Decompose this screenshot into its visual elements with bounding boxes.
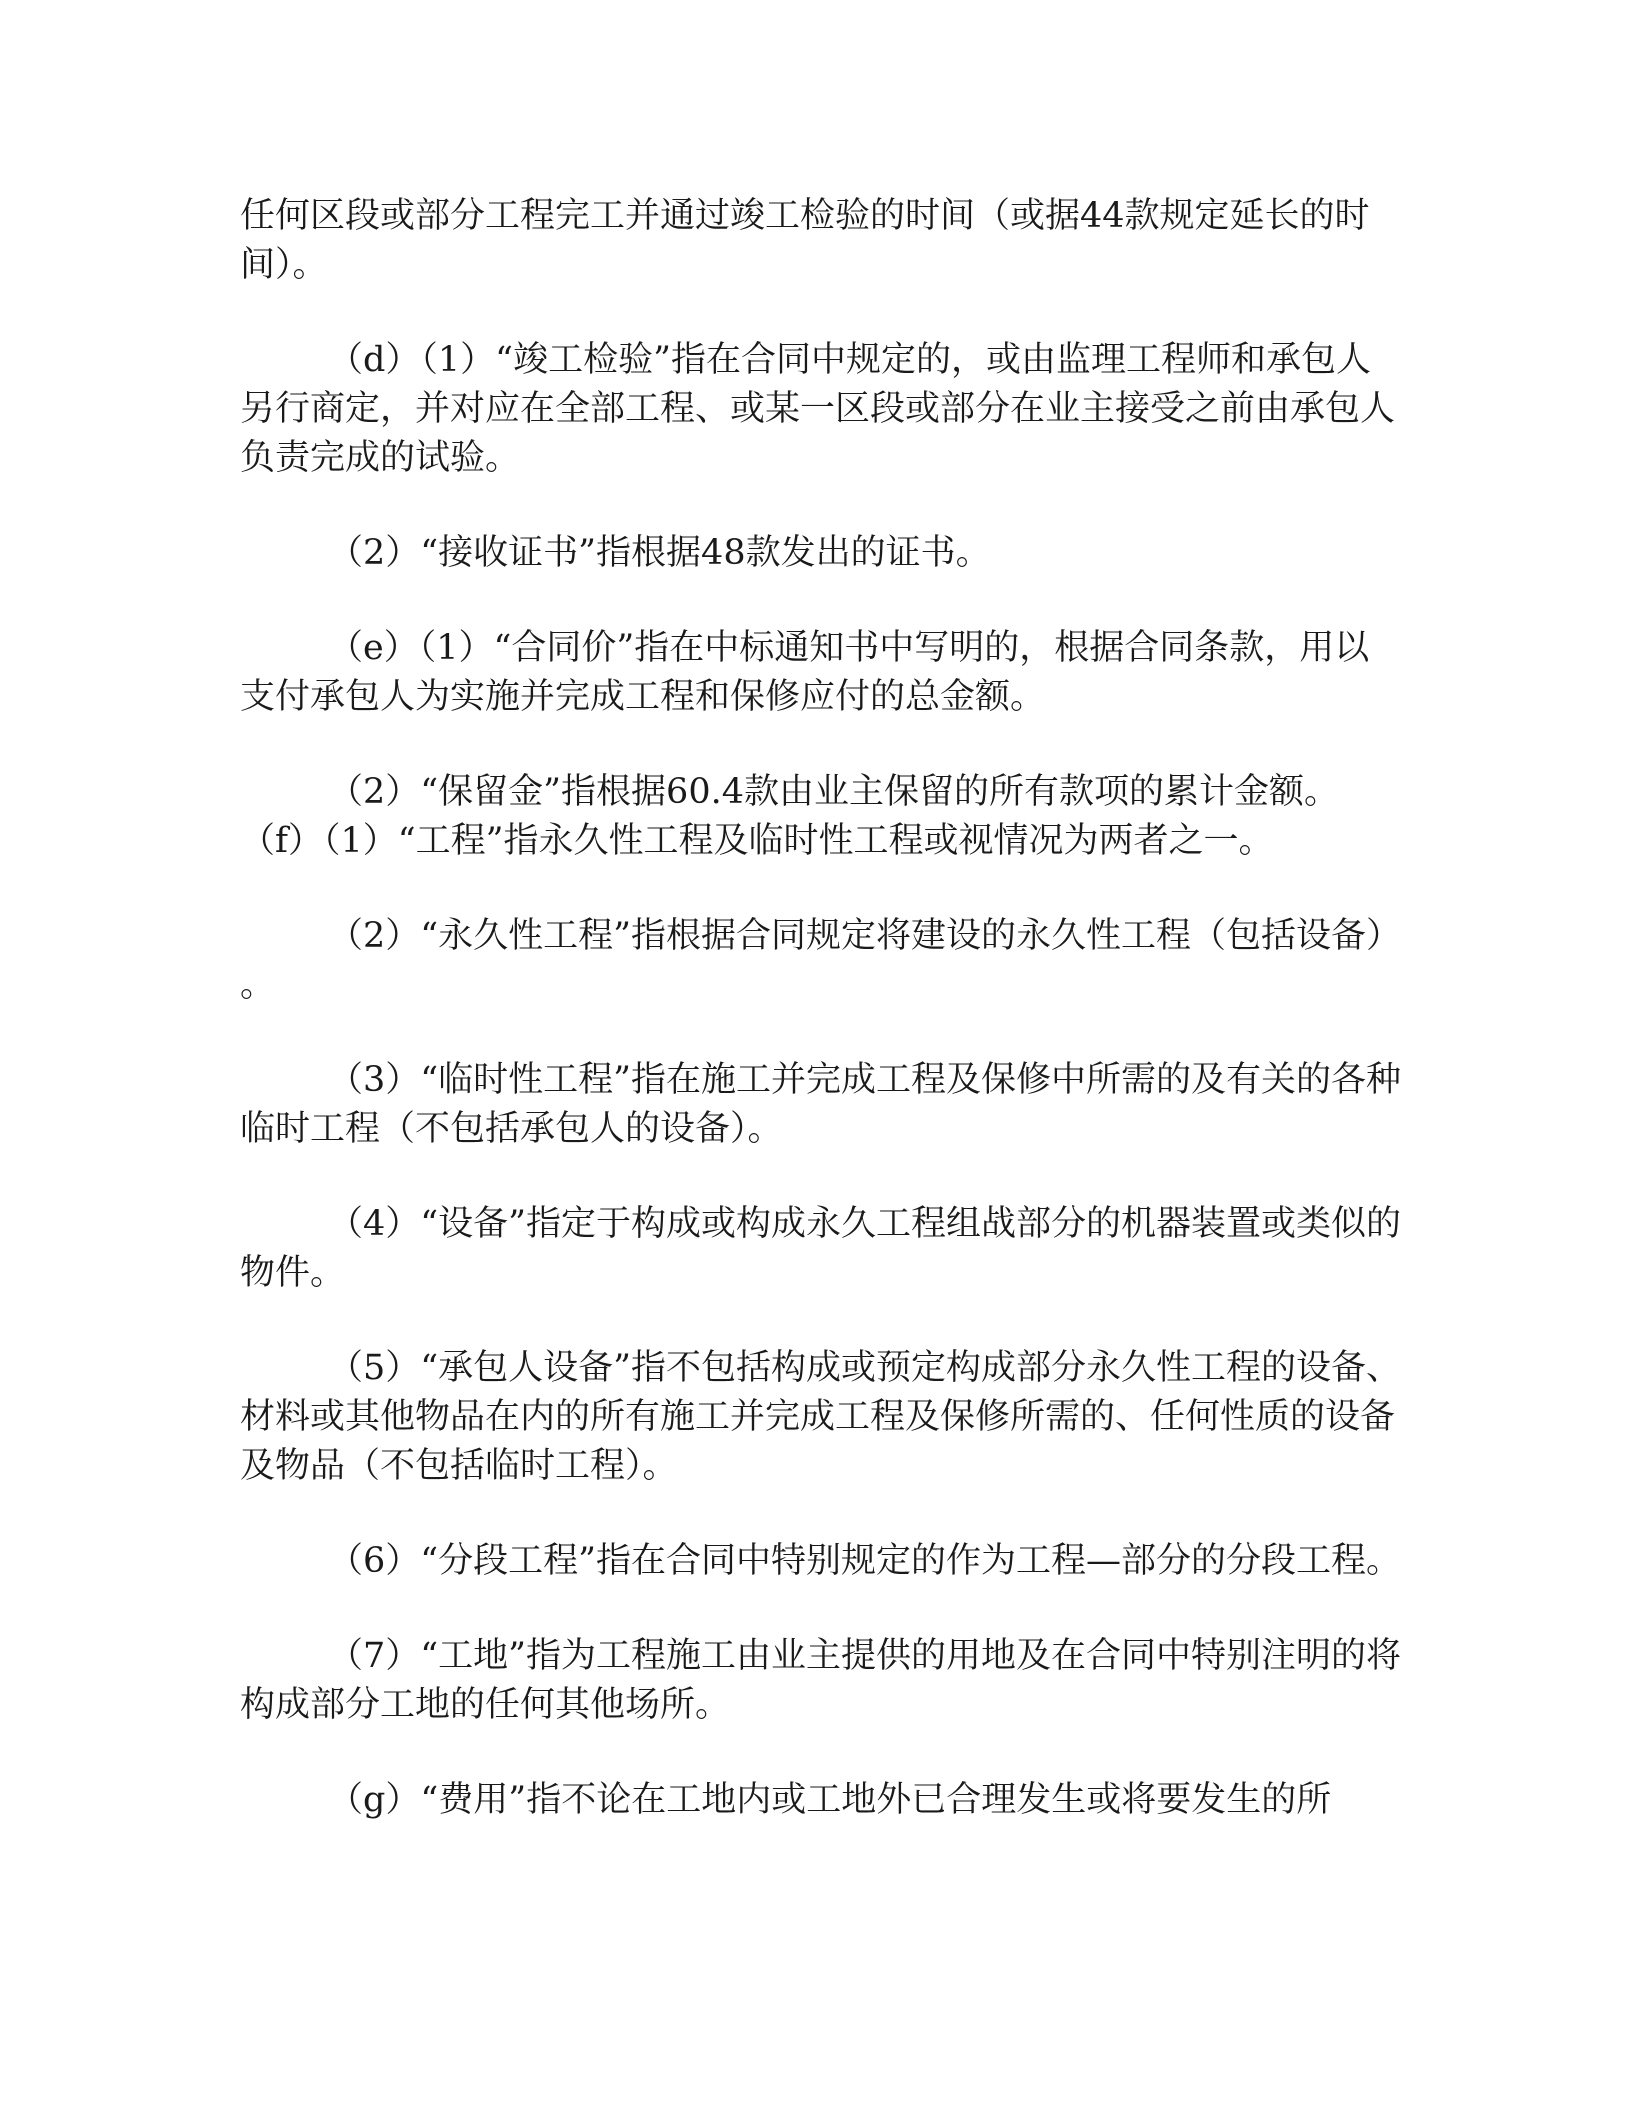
paragraph-f3-temporary-works: （3）“临时性工程”指在施工并完成工程及保修中所需的及有关的各种临时工程（不包括承包人的设备）。 xyxy=(240,1060,1402,1149)
paragraph-e1-contract-price: （e）（1）“合同价”指在中标通知书中写明的，根据合同条款，用以支付承包人为实施并完成工程和保修应付的总金额。 xyxy=(240,628,1370,717)
paragraph-e2-retention-money: （2）“保留金”指根据60.4款由业主保留的所有款项的累计金额。 xyxy=(328,772,1339,812)
paragraph-f4-plant: （4）“设备”指定于构成或构成永久工程组战部分的机器装置或类似的物件。 xyxy=(240,1204,1402,1293)
paragraph-f7-site: （7）“工地”指为工程施工由业主提供的用地及在合同中特别注明的将构成部分工地的任何其他场所。 xyxy=(240,1636,1402,1725)
paragraph-f6-section: （6）“分段工程”指在合同中特别规定的作为工程—部分的分段工程。 xyxy=(328,1541,1402,1581)
paragraph-f2-permanent-works: （2）“永久性工程”指根据合同规定将建设的永久性工程（包括设备）。 xyxy=(240,916,1384,1005)
paragraph-f5-contractor-equipment: （5）“承包人设备”指不包括构成或预定构成部分永久性工程的设备、材料或其他物品在内的所有施工并完成工程及保修所需的、任何性质的设备及物品（不包括临时工程）。 xyxy=(240,1348,1402,1486)
paragraph-d1-tests-on-completion: （d）（1）“竣工检验”指在合同中规定的，或由监理工程师和承包人另行商定，并对应在全部工程、或某一区段或部分在业主接受之前由承包人负责完成的试验。 xyxy=(240,340,1396,478)
paragraph-g-cost: （g）“费用”指不论在工地内或工地外已合理发生或将要发生的所 xyxy=(328,1780,1332,1820)
paragraph-completion-time: 任何区段或部分工程完工并通过竣工检验的时间（或据44款规定延长的时间）。 xyxy=(240,196,1370,285)
paragraph-d2-taking-over-certificate: （2）“接收证书”指根据48款发出的证书。 xyxy=(328,533,991,573)
body-text xyxy=(240,192,1404,1825)
paragraph-f1-works: （f）（1）“工程”指永久性工程及临时性工程或视情况为两者之一。 xyxy=(240,821,1274,861)
